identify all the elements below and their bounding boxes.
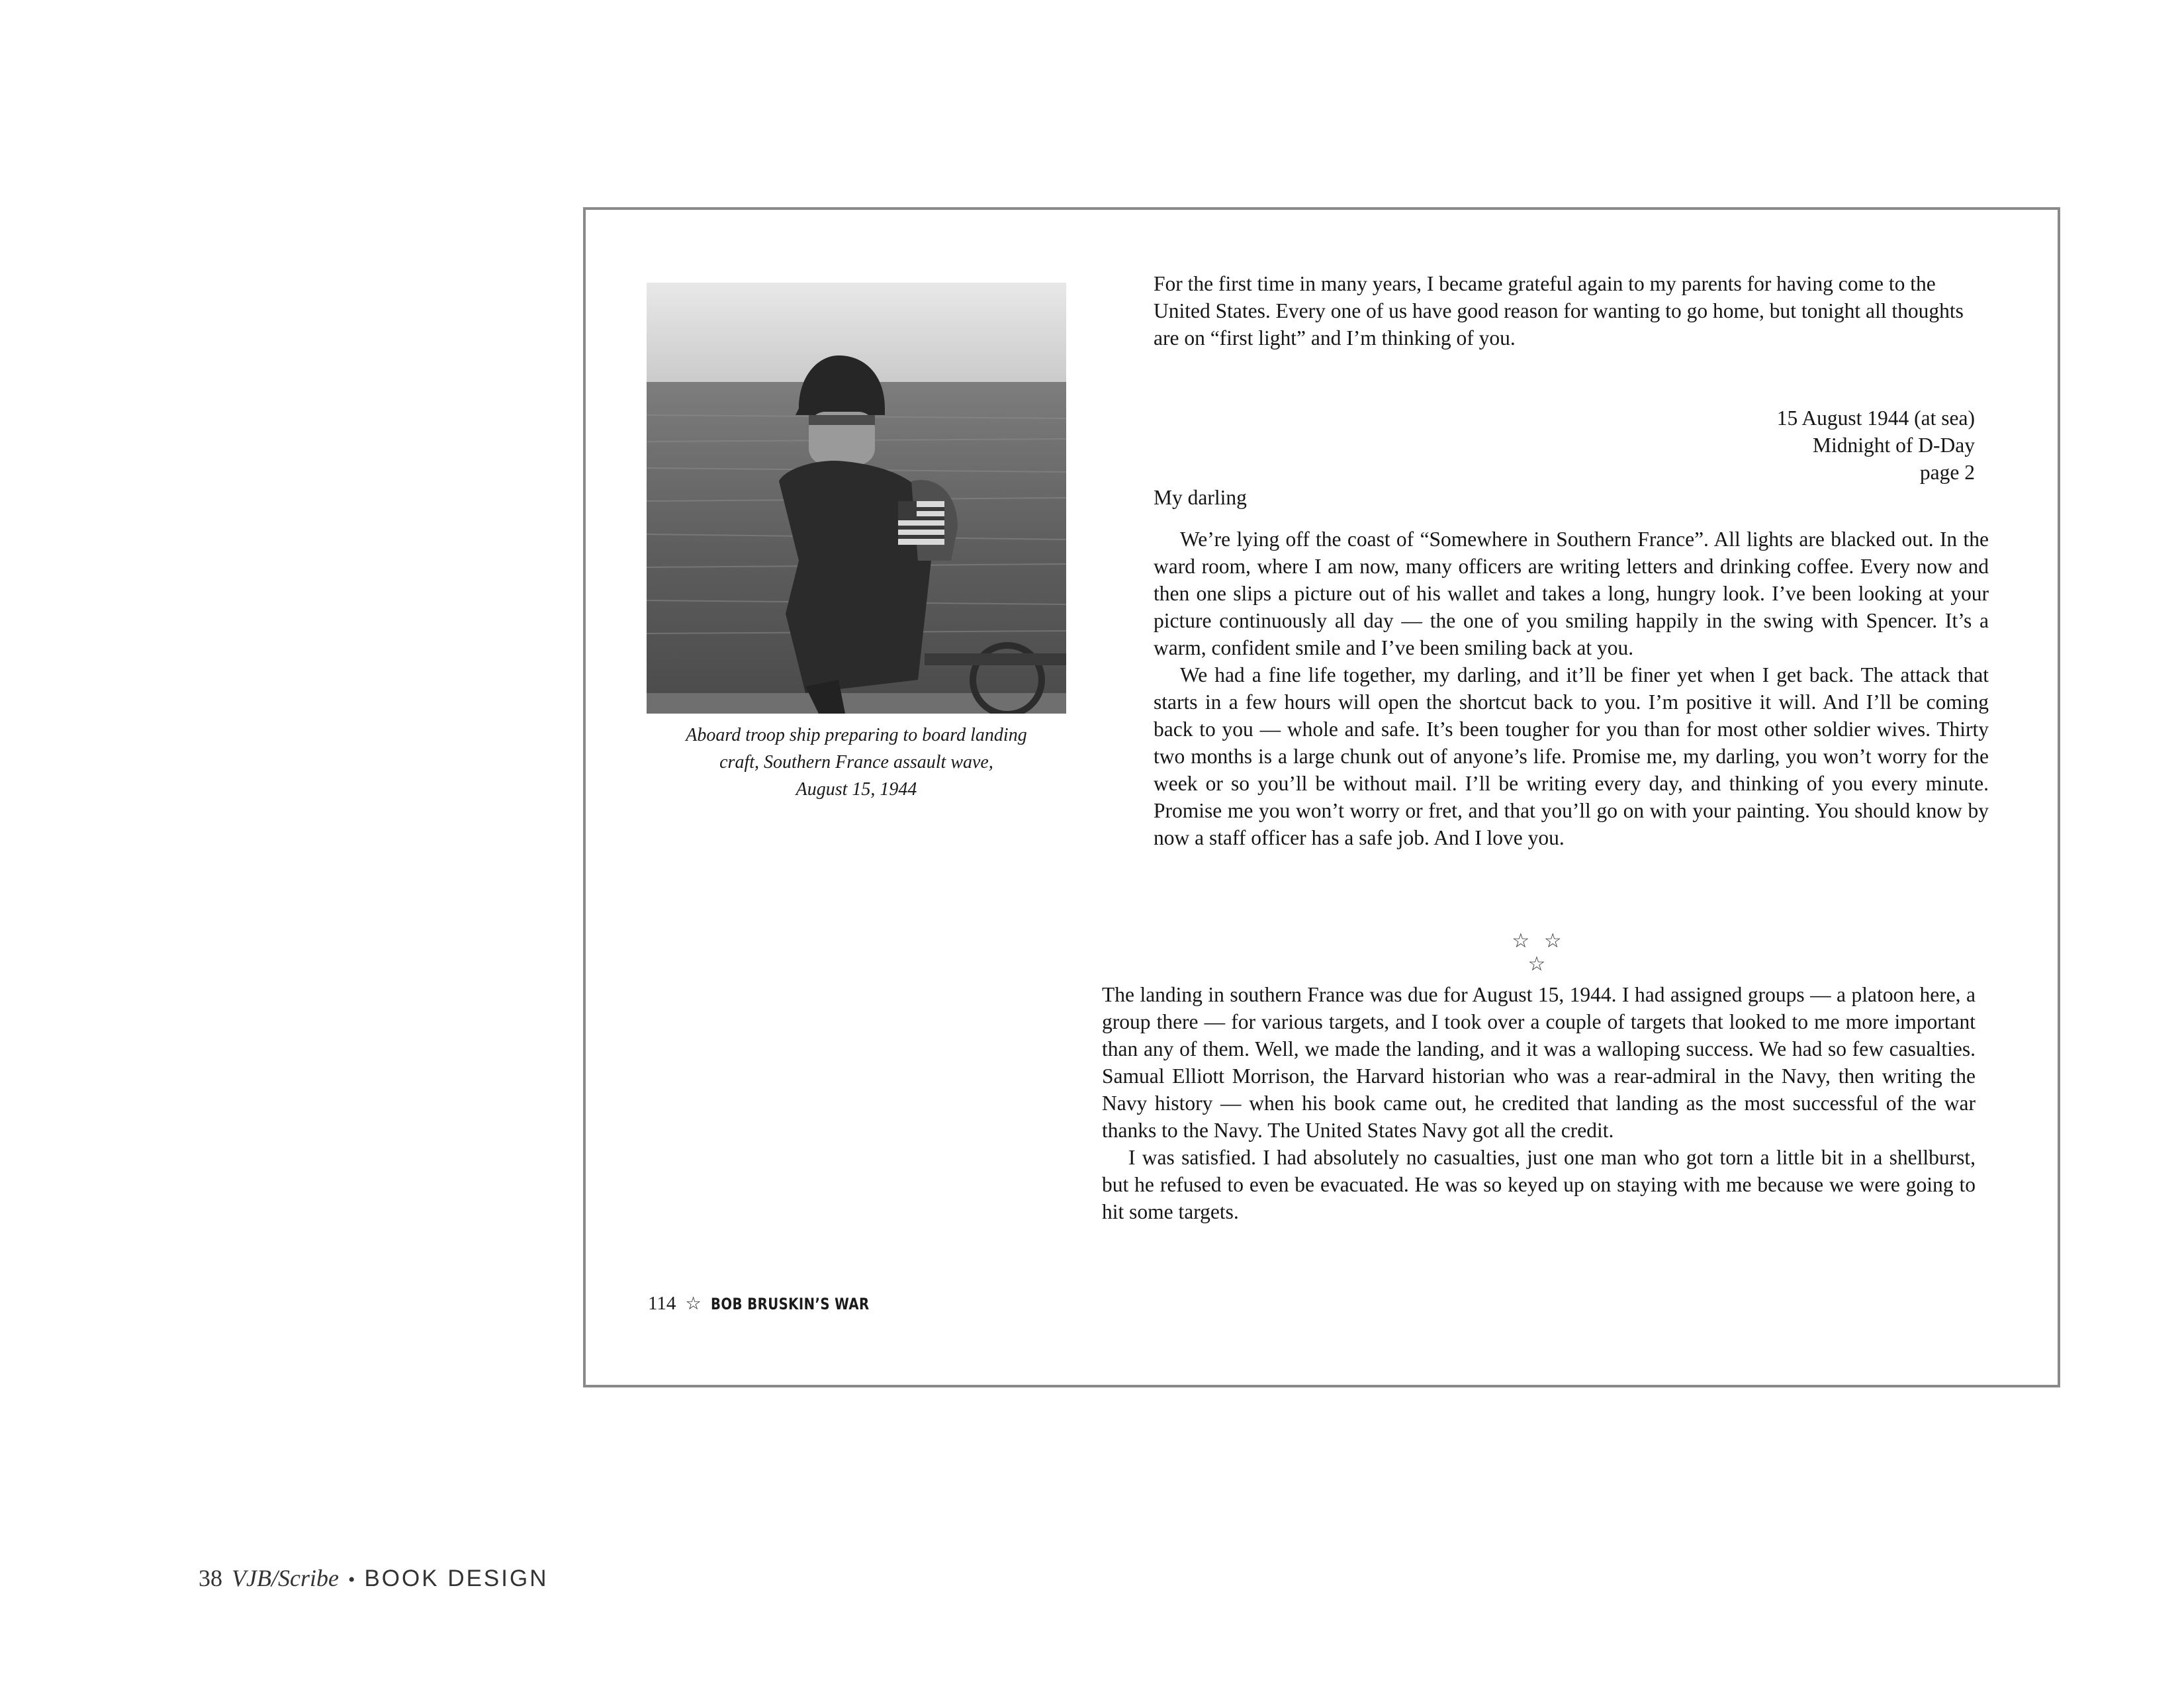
letter-salutation: My darling: [1154, 486, 1247, 509]
dateline-page: page 2: [1919, 461, 1975, 484]
bullet-separator: •: [347, 1569, 355, 1591]
letter-paragraph: We had a fine life together, my darling, and it’ll be finer yet when I get back. The attack that starts in a few hours will open the shortcut back to you. I’m positive it will. And I’ll be coming back to you — whole and safe. It’s been tougher for you than for most other soldier wives. Thirty two months is a large chunk out of anyone’s life. Promise me, my darling, you won’t worry for the week or so you’ll be without mail. I’ll be writing every day, and thinking of you every minute. Promise me you won’t worry or fret, and that you’ll go on with your painting. You should know by now a staff officer has a safe job. And I love you.: [1154, 663, 1989, 849]
letter-intro-paragraph: For the first time in many years, I became grateful again to my parents for having come to the United States. Every one of us have good reason for wanting to go home, but tonight all thoughts are on “first light” and I’m thinking of you.: [1154, 272, 1964, 350]
dateline-time: Midnight of D-Day: [1813, 434, 1975, 457]
narrative-paragraph: I was satisfied. I had absolutely no casualties, just one man who got torn a little bit in a shellburst, but he refused to even be evacuated. He was so keyed up on staying with me because we were going to hit some targets.: [1102, 1146, 1976, 1223]
narrative-paragraph: The landing in southern France was due for August 15, 1944. I had assigned groups — a platoon here, a group there — for various targets, and I took over a couple of targets that looked to me more important than any of them. Well, we made the landing, and it was a walloping success. We had so few casualties. Samual Elliott Morrison, the Harvard historian who was a rear-admiral in the Navy, then writing the Navy history — when his book came out, he credited that landing as the most successful of the war thanks to the Navy. The United States Navy got all the credit.: [1102, 983, 1976, 1142]
letter-body: [1154, 526, 1989, 851]
portfolio-section-title: BOOK DESIGN: [364, 1566, 549, 1591]
section-break-stars: ☆ ☆ ☆: [1512, 929, 1566, 976]
running-title: BOB BRUSKIN’S WAR: [710, 1294, 870, 1313]
photo-caption-line: August 15, 1944: [796, 779, 917, 800]
book-page-folio: [648, 1293, 904, 1315]
photo-caption-line: craft, Southern France assault wave,: [719, 752, 993, 773]
soldier-photo-image: [647, 283, 1066, 714]
portfolio-footer: [199, 1564, 549, 1592]
book-page-number: 114: [648, 1293, 676, 1314]
photo-caption: [647, 722, 1066, 803]
portfolio-brand: VJB/Scribe: [232, 1565, 339, 1591]
star-icon: ☆: [685, 1293, 702, 1314]
soldier-photo: [647, 283, 1066, 714]
dateline-date: 15 August 1944 (at sea): [1776, 406, 1975, 430]
letter-dateline: [1655, 404, 1975, 486]
portfolio-page-number: 38: [199, 1565, 222, 1591]
letter-paragraph: We’re lying off the coast of “Somewhere in Southern France”. All lights are blacked out. In the ward room, where I am now, many officers are writing letters and drinking coffee. Every now and then one slips a picture out of his wallet and takes a long, hungry look. I’ve been looking at your picture continuously all day — the one of you smiling happily in the swing with Spencer. It’s a warm, confident smile and I’ve been smiling back at you.: [1154, 528, 1989, 659]
photo-caption-line: Aboard troop ship preparing to board landing: [686, 725, 1027, 745]
narrative-text: [1102, 981, 1976, 1225]
